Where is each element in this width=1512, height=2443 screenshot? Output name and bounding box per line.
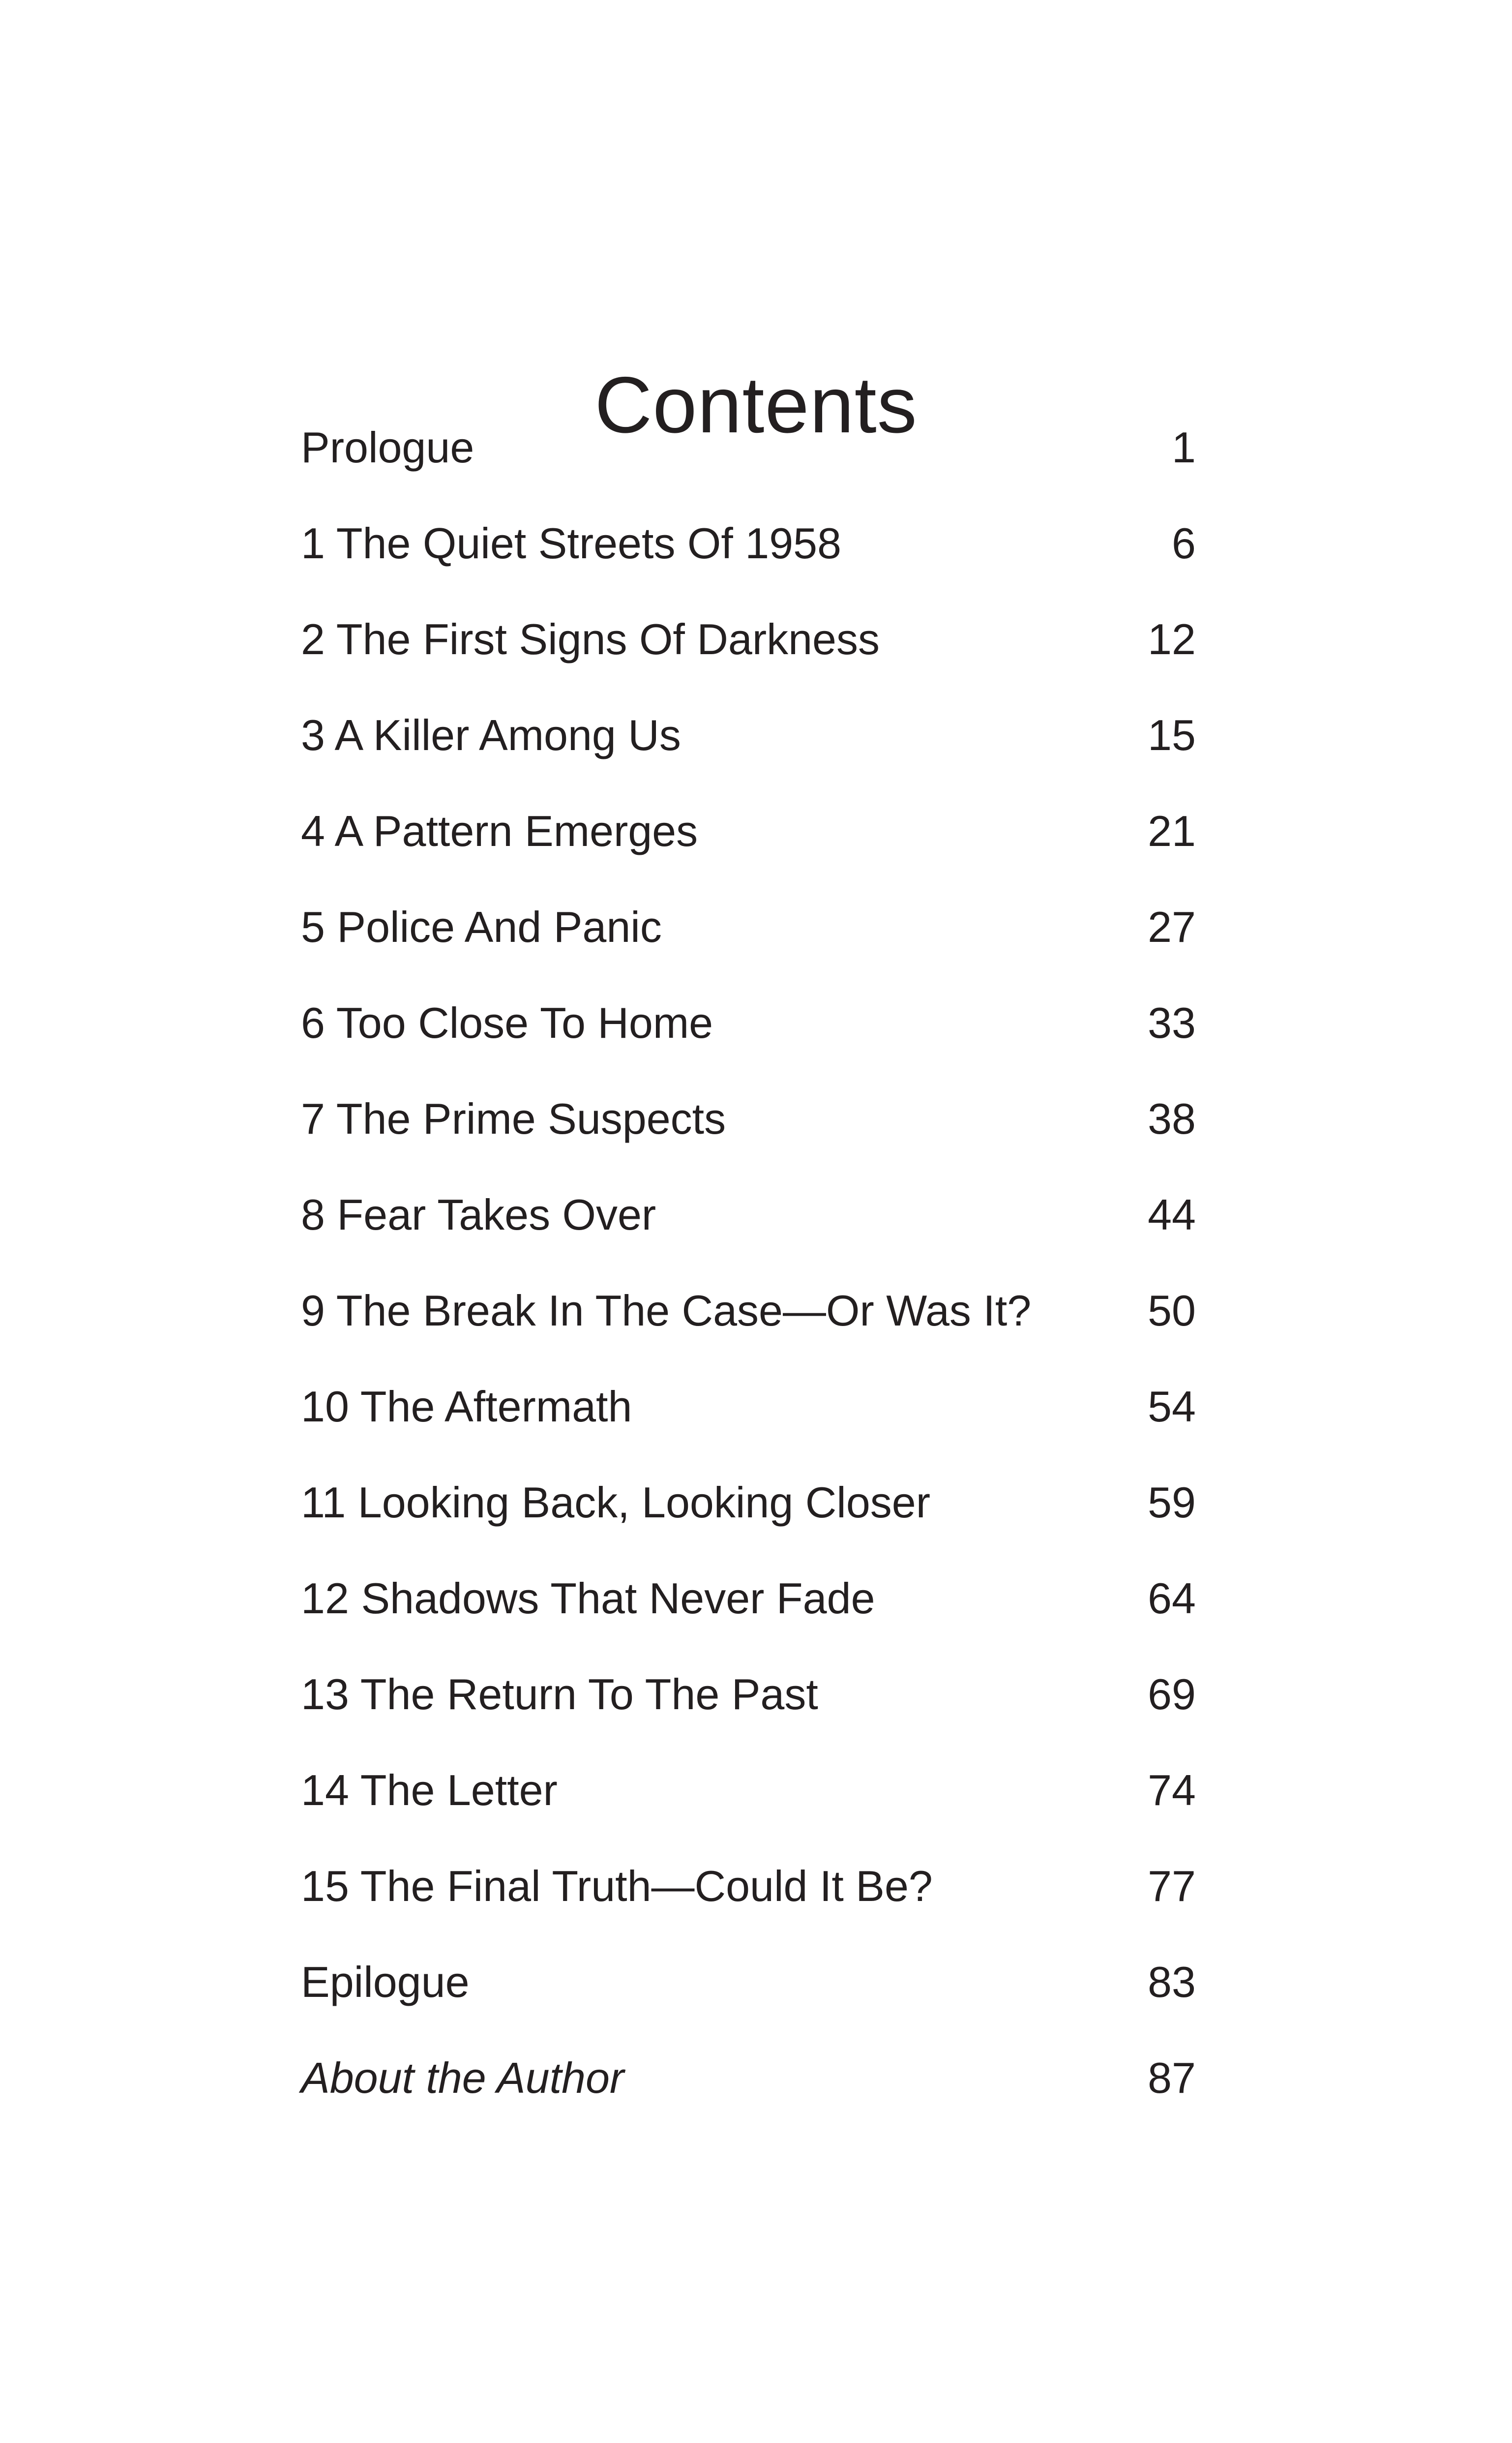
toc-entry[interactable]: [301, 1849, 1196, 1945]
toc-entry[interactable]: [301, 1370, 1196, 1466]
table-of-contents: [301, 411, 1196, 2137]
toc-entry-page-number: 38: [1148, 1094, 1196, 1143]
toc-entry-page-number: 87: [1148, 2053, 1196, 2102]
toc-entry[interactable]: [301, 2041, 1196, 2137]
toc-entry[interactable]: [301, 890, 1196, 986]
toc-entry-page-number: 77: [1148, 1862, 1196, 1910]
toc-entry[interactable]: [301, 1945, 1196, 2041]
toc-entry-title: Prologue: [301, 423, 474, 472]
toc-entry-title: Epilogue: [301, 1958, 470, 2006]
page-title: Contents: [594, 360, 918, 450]
toc-entry-page-number: 64: [1148, 1574, 1196, 1623]
toc-entry-page-number: 59: [1148, 1478, 1196, 1527]
toc-entry[interactable]: [301, 1753, 1196, 1849]
toc-entry-title: 7 The Prime Suspects: [301, 1094, 726, 1143]
toc-entry-title: 14 The Letter: [301, 1766, 558, 1814]
toc-entry-page-number: 44: [1148, 1190, 1196, 1239]
toc-entry-title: 6 Too Close To Home: [301, 998, 713, 1047]
toc-entry-page-number: 50: [1148, 1286, 1196, 1335]
toc-entry-page-number: 15: [1148, 711, 1196, 759]
toc-entry-title: 5 Police And Panic: [301, 903, 662, 951]
toc-entry-page-number: 6: [1172, 519, 1196, 568]
toc-entry-page-number: 33: [1148, 998, 1196, 1047]
toc-entry-title: 12 Shadows That Never Fade: [301, 1574, 875, 1623]
toc-entry-title: 11 Looking Back, Looking Closer: [301, 1478, 931, 1527]
toc-entry-title: 13 The Return To The Past: [301, 1670, 818, 1719]
toc-entry-title: 3 A Killer Among Us: [301, 711, 681, 759]
toc-entry-title: 9 The Break In The Case—Or Was It?: [301, 1286, 1032, 1335]
toc-entry-page-number: 1: [1172, 423, 1196, 472]
toc-entry[interactable]: [301, 411, 1196, 507]
toc-entry[interactable]: [301, 1562, 1196, 1658]
toc-entry-title: 2 The First Signs Of Darkness: [301, 615, 880, 664]
toc-entry-page-number: 74: [1148, 1766, 1196, 1814]
toc-entry-page-number: 54: [1148, 1382, 1196, 1431]
toc-entry-page-number: 27: [1148, 903, 1196, 951]
toc-entry[interactable]: [301, 1658, 1196, 1753]
toc-entry[interactable]: [301, 1274, 1196, 1370]
toc-entry[interactable]: [301, 1082, 1196, 1178]
toc-entry-title: 10 The Aftermath: [301, 1382, 632, 1431]
toc-entry-page-number: 12: [1148, 615, 1196, 664]
toc-entry-page-number: 83: [1148, 1958, 1196, 2006]
toc-entry[interactable]: [301, 507, 1196, 603]
toc-entry[interactable]: [301, 1466, 1196, 1562]
toc-entry-page-number: 69: [1148, 1670, 1196, 1719]
toc-entry-title: 4 A Pattern Emerges: [301, 807, 698, 855]
toc-entry-title: 1 The Quiet Streets Of 1958: [301, 519, 842, 568]
toc-entry[interactable]: [301, 986, 1196, 1082]
toc-entry-title: About the Author: [301, 2053, 624, 2102]
toc-entry[interactable]: [301, 794, 1196, 890]
toc-entry[interactable]: [301, 1178, 1196, 1274]
toc-entry-title: 15 The Final Truth—Could It Be?: [301, 1862, 933, 1910]
toc-entry-title: 8 Fear Takes Over: [301, 1190, 656, 1239]
toc-entry[interactable]: [301, 698, 1196, 794]
toc-entry-page-number: 21: [1148, 807, 1196, 855]
toc-entry[interactable]: [301, 603, 1196, 698]
